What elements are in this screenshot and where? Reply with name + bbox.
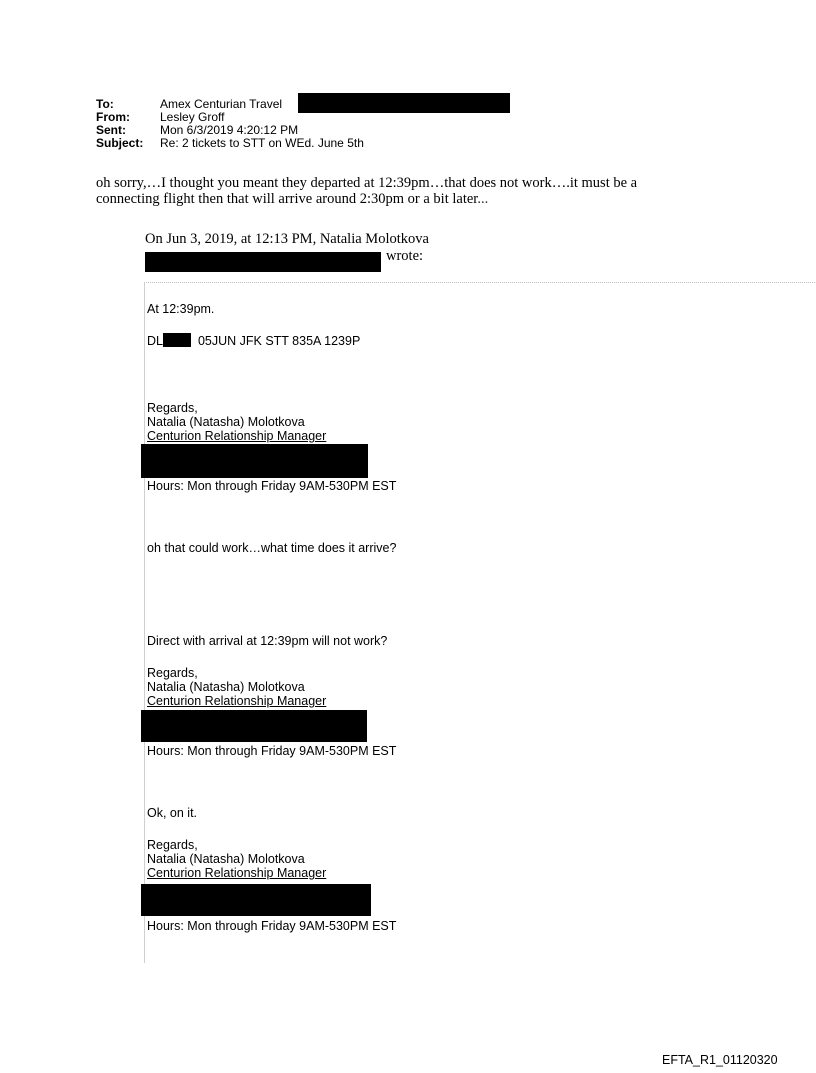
sig-hours-1: Hours: Mon through Friday 9AM-530PM EST xyxy=(147,479,397,493)
sig-role: Centurion Relationship Manager xyxy=(147,429,327,443)
quote-at-time: At 12:39pm. xyxy=(147,302,215,316)
from-label: From: xyxy=(96,110,130,124)
quote-wrote: wrote: xyxy=(386,248,424,264)
quote-intro: On Jun 3, 2019, at 12:13 PM, Natalia Molotkova xyxy=(145,231,429,247)
sig-role: Centurion Relationship Manager xyxy=(147,694,327,708)
sig-name: Natalia (Natasha) Molotkova xyxy=(147,852,305,866)
sig-name: Natalia (Natasha) Molotkova xyxy=(147,680,305,694)
flight-details: 05JUN JFK STT 835A 1239P xyxy=(197,334,361,348)
redaction-contact-3 xyxy=(141,884,371,916)
reply-body xyxy=(96,175,736,207)
sig-regards: Regards, xyxy=(147,401,198,415)
sig-hours-2: Hours: Mon through Friday 9AM-530PM EST xyxy=(147,744,397,758)
sent-value: Mon 6/3/2019 4:20:12 PM xyxy=(160,123,299,137)
reply-line-2-ellipsis: ... xyxy=(477,191,489,207)
redaction-flight-number xyxy=(163,333,191,347)
to-label: To: xyxy=(96,97,114,111)
sig-role: Centurion Relationship Manager xyxy=(147,866,327,880)
from-value: Lesley Groff xyxy=(160,110,225,124)
signature-1 xyxy=(147,401,326,443)
redaction-contact-1 xyxy=(141,444,368,478)
sig-name: Natalia (Natasha) Molotkova xyxy=(147,415,305,429)
sig-regards: Regards, xyxy=(147,838,198,852)
flight-line xyxy=(147,333,360,348)
sent-label: Sent: xyxy=(96,123,126,137)
redaction-contact-2 xyxy=(141,710,367,742)
flight-prefix: DL xyxy=(147,334,163,348)
msg-on-it: Ok, on it. xyxy=(147,806,198,820)
to-value: Amex Centurian Travel xyxy=(160,97,283,111)
document-id: EFTA_R1_01120320 xyxy=(662,1053,778,1067)
subject-label: Subject: xyxy=(96,136,144,150)
subject-value: Re: 2 tickets to STT on WEd. June 5th xyxy=(160,136,364,150)
signature-2 xyxy=(147,666,326,708)
signature-3 xyxy=(147,838,326,880)
msg-arrive: oh that could work…what time does it arrive? xyxy=(147,541,397,555)
redaction-to-email xyxy=(298,93,510,113)
reply-line-2 xyxy=(96,191,736,207)
sig-hours-3: Hours: Mon through Friday 9AM-530PM EST xyxy=(147,919,397,933)
redaction-sender-email xyxy=(145,252,381,272)
msg-direct: Direct with arrival at 12:39pm will not work? xyxy=(147,634,388,648)
sig-regards: Regards, xyxy=(147,666,198,680)
reply-line-2-text: connecting flight then that will arrive around 2:30pm or a bit later xyxy=(96,191,478,207)
reply-line-1: oh sorry,…I thought you meant they departed at 12:39pm…that does not work….it must be a xyxy=(96,175,638,191)
